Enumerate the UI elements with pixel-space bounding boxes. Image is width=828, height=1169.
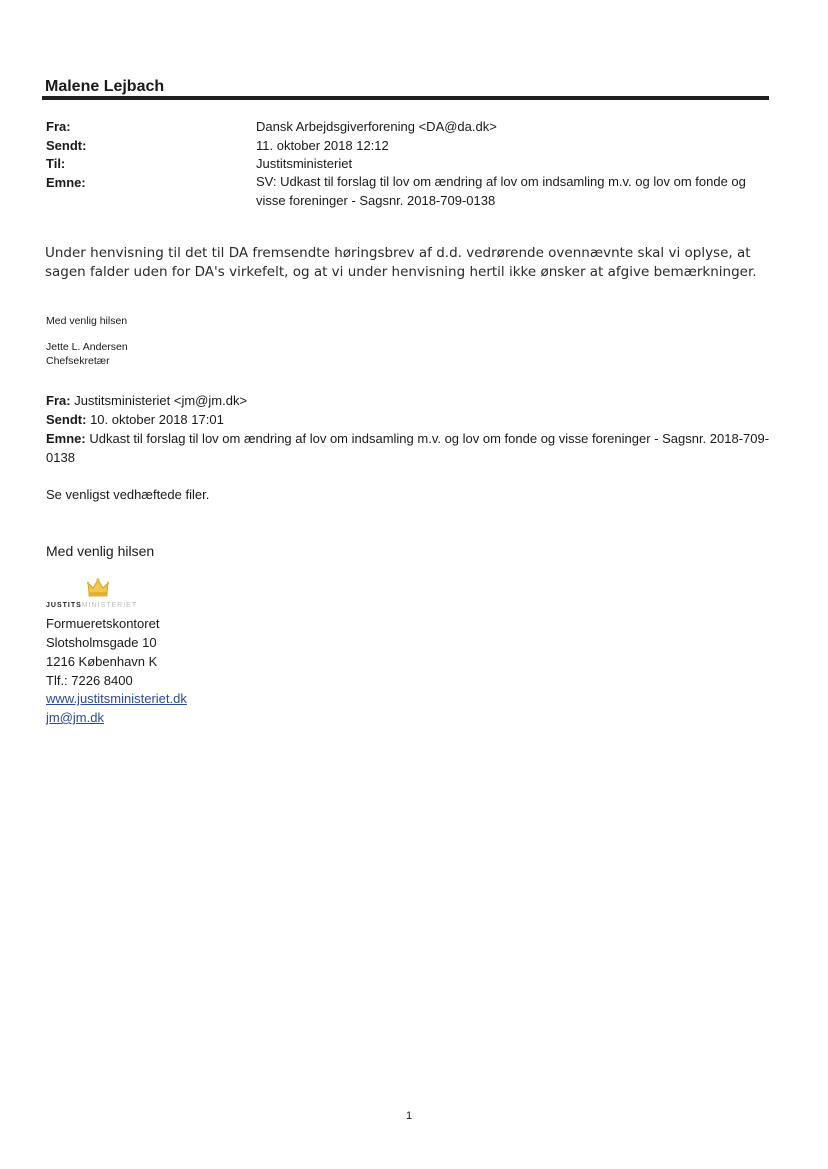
signer-name: Jette L. Andersen xyxy=(46,341,128,353)
sig-phone: Tlf.: 7226 8400 xyxy=(46,673,133,688)
subject-value: SV: Udkast til forslag til lov om ændring af lov om indsamling m.v. og lov om fonde og visse foreninger - Sagsnr. 2018-709-0138 xyxy=(256,174,746,208)
sig-website-link[interactable]: www.justitsministeriet.dk xyxy=(46,691,187,706)
sig-city: 1216 København K xyxy=(46,654,158,669)
fwd-sent-line xyxy=(46,410,776,429)
to-label: Til: xyxy=(46,156,66,171)
fwd-subject-line xyxy=(46,429,776,467)
sent-value: 11. oktober 2018 12:12 xyxy=(256,138,389,153)
body-greeting: Med venlig hilsen xyxy=(46,315,128,327)
from-value: Dansk Arbejdsgiverforening <DA@da.dk> xyxy=(256,119,497,134)
logo-light: MINISTERIET xyxy=(81,602,138,609)
fwd-subject-value: Udkast til forslag til lov om ændring af lov om indsamling m.v. og lov om fonde og visse foreninger - Sagsnr. 2018-709-0138 xyxy=(46,431,770,465)
sender-name: Malene Lejbach xyxy=(45,78,165,95)
signer-title: Chefsekretær xyxy=(46,355,110,367)
fwd-from-value: Justitsministeriet <jm@jm.dk> xyxy=(74,393,248,408)
to-value: Justitsministeriet xyxy=(256,156,353,171)
from-label: Fra: xyxy=(46,119,71,134)
fwd-greeting: Med venlig hilsen xyxy=(46,543,155,559)
fwd-from-label: Fra: xyxy=(46,393,71,408)
fwd-sent-value: 10. oktober 2018 17:01 xyxy=(90,412,224,427)
sig-email-link[interactable]: jm@jm.dk xyxy=(46,710,104,725)
page-number: 1 xyxy=(406,1110,413,1122)
sig-street: Slotsholmsgade 10 xyxy=(46,635,157,650)
logo-bold: JUSTITS xyxy=(46,602,82,609)
sent-label: Sendt: xyxy=(46,138,87,153)
fwd-message: Se venligst vedhæftede filer. xyxy=(46,487,210,502)
crown-icon xyxy=(86,578,110,603)
ministry-logo-text xyxy=(46,602,137,609)
fwd-subject-label: Emne: xyxy=(46,431,86,446)
sig-office: Formueretskontoret xyxy=(46,616,160,631)
fwd-sent-label: Sendt: xyxy=(46,412,87,427)
fwd-from-line xyxy=(46,391,776,410)
body-paragraph: Under henvisning til det til DA fremsendte høringsbrev af d.d. vedrørende ovennævnte skal vi oplyse, at sagen falder uden for DA's virkefelt, og at vi under henvisning hertil ikke ønsker at afgive bemærkninger. xyxy=(45,245,757,280)
subject-label: Emne: xyxy=(46,175,86,190)
header-rule xyxy=(42,96,769,100)
